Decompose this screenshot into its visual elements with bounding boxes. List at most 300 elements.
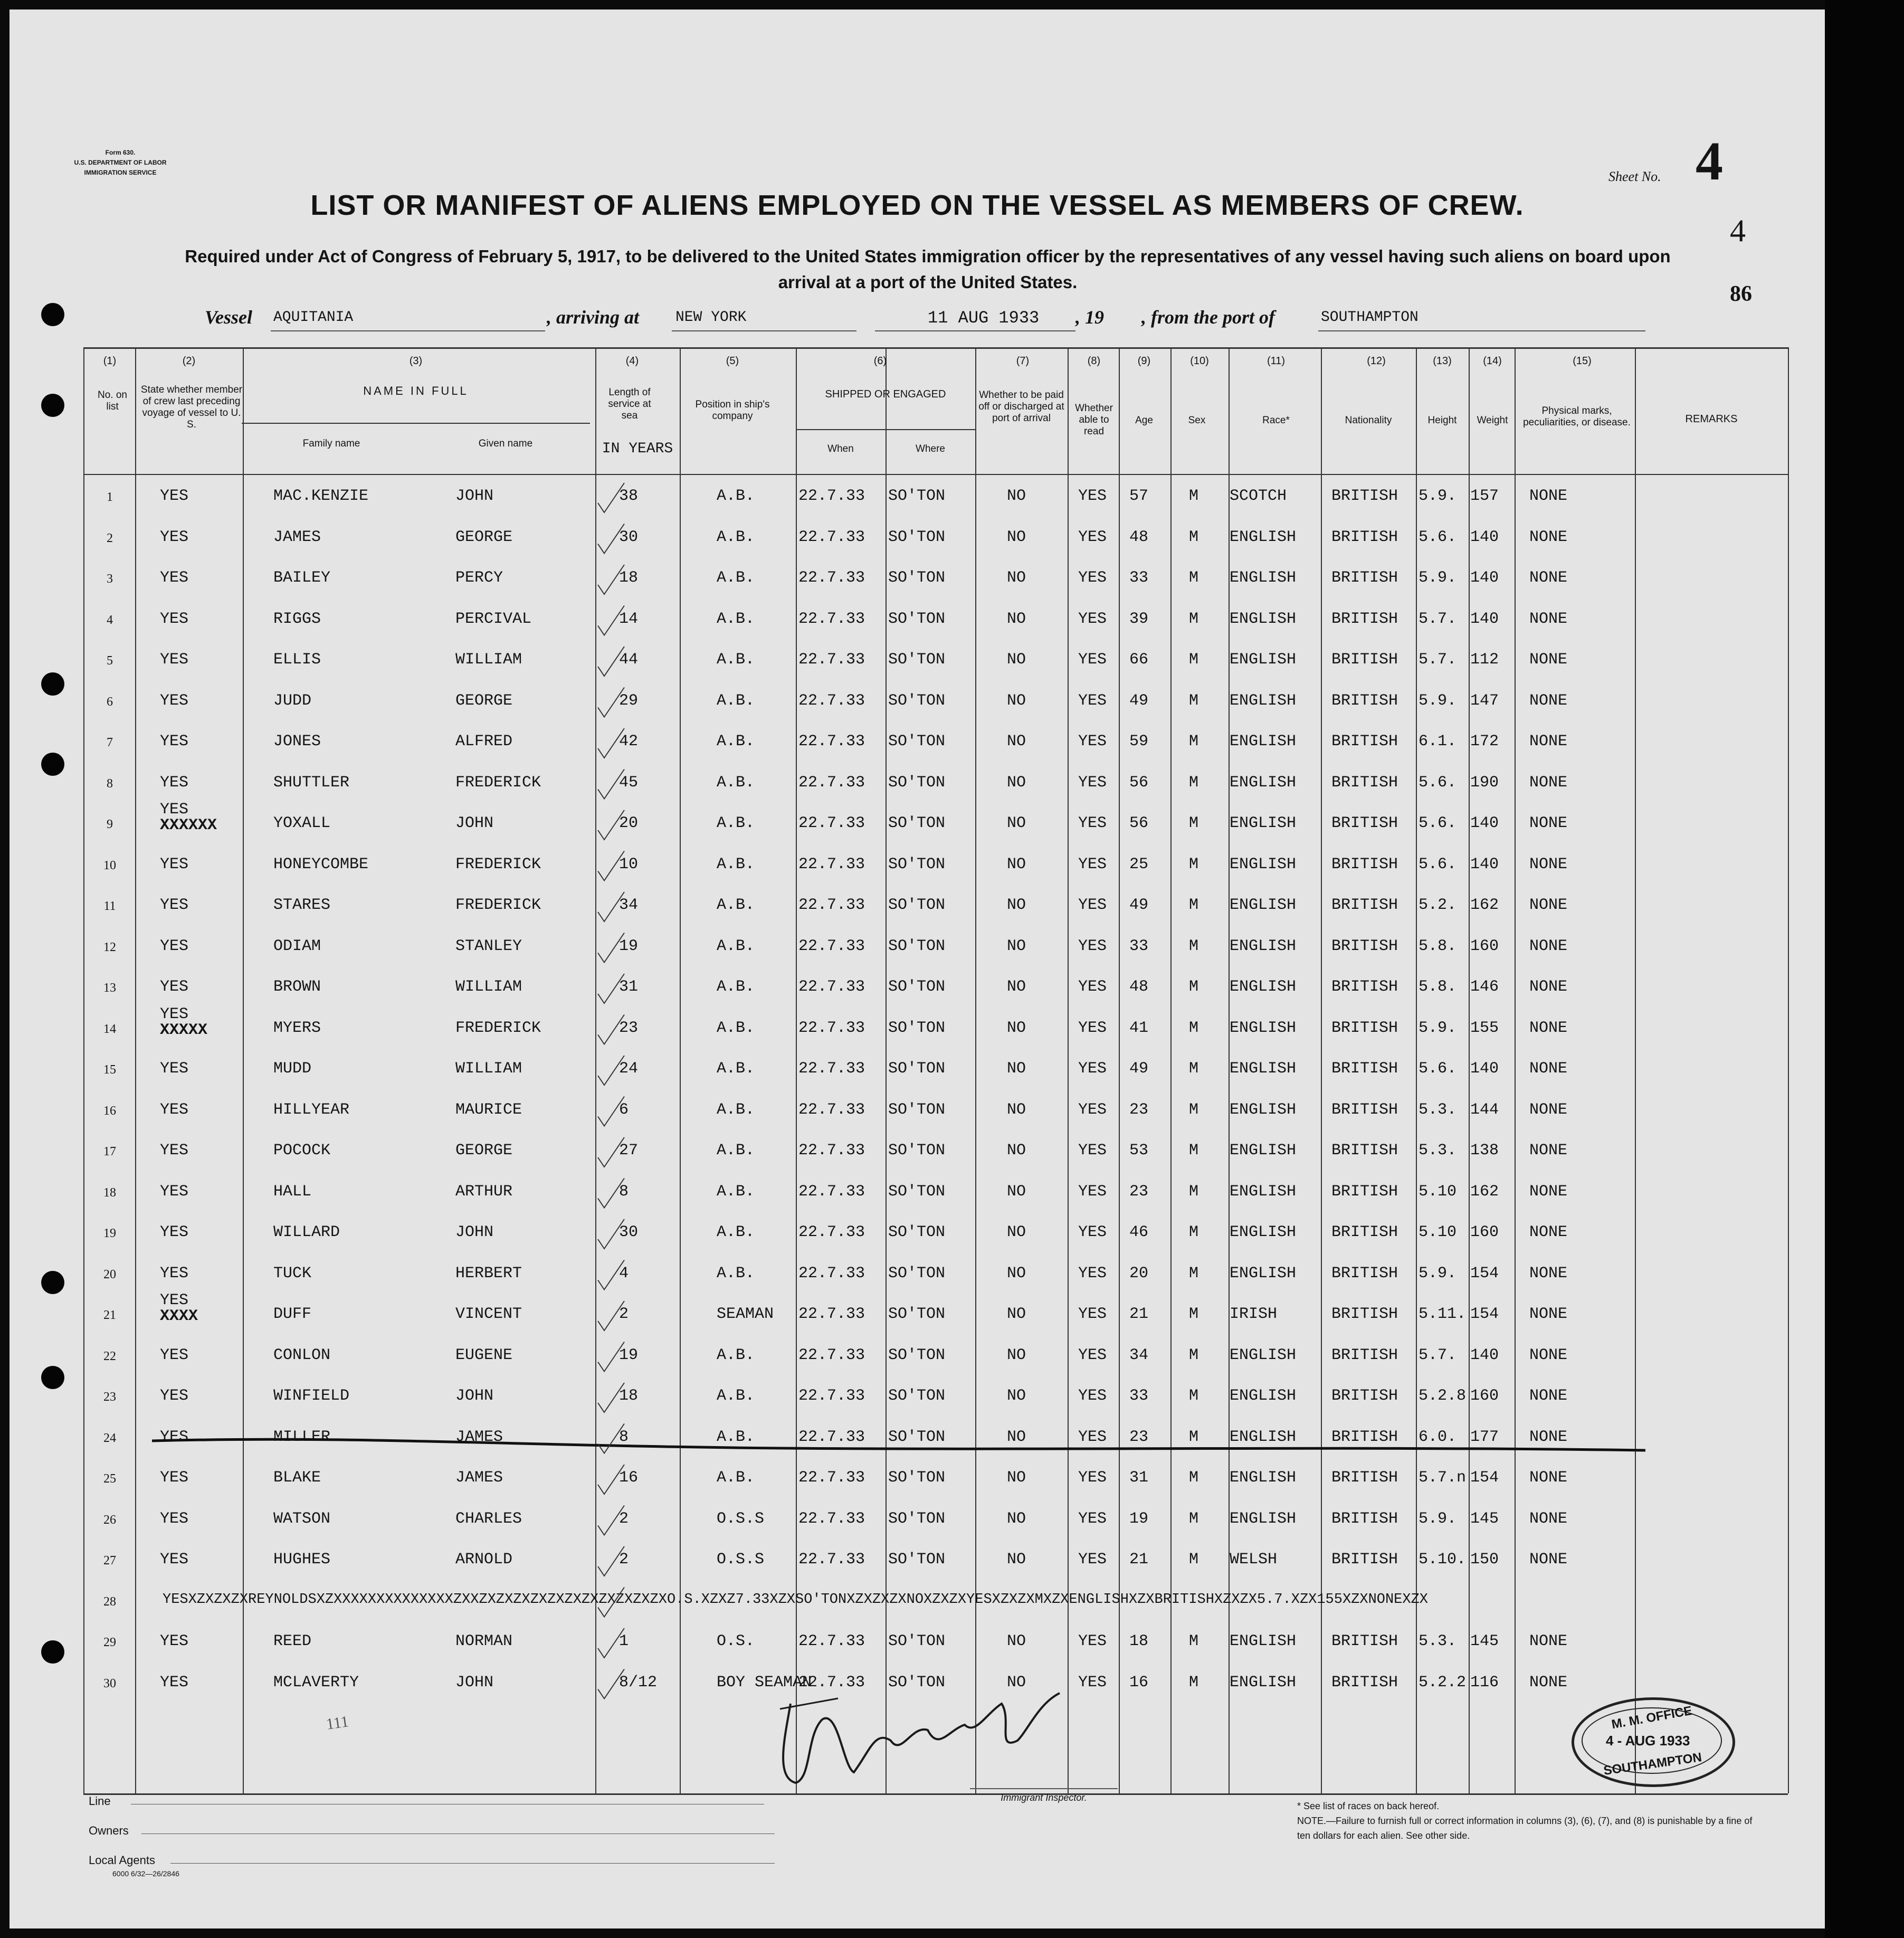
cell-marks: NONE [1529,610,1568,628]
cell-family-name: JONES [273,733,321,750]
cell-years: 2 [619,1305,629,1323]
cell-able-read: YES [1078,1387,1107,1405]
colnum-13: (13) [1433,355,1452,367]
cell-years: 42 [619,733,639,750]
check-mark [598,810,624,840]
cell-position: A.B. [717,773,755,792]
table-top-border [83,347,1788,349]
cell-where: SO'TON [888,1387,946,1405]
cell-when: 22.7.33 [798,1060,865,1078]
cell-given-name: JOHN [455,1223,494,1241]
cell-weight: 146 [1470,978,1499,996]
cell-weight: 160 [1470,1223,1499,1241]
cell-where: SO'TON [888,651,946,669]
cell-where: SO'TON [888,773,946,792]
cell-race: ENGLISH [1230,1142,1297,1160]
cell-years: 29 [619,691,639,710]
cell-weight: 140 [1470,569,1499,587]
cell-family-name: ELLIS [273,651,321,669]
cell-where: SO'TON [888,487,946,505]
check-mark [598,770,624,799]
cell-position: A.B. [717,691,755,710]
cell-weight: 140 [1470,528,1499,546]
from-label: , from the port of [1141,307,1275,328]
cell-given-name: GEORGE [455,528,513,546]
sheet-number: 4 [1696,131,1723,192]
cell-able-read: YES [1078,773,1107,792]
header-race: Race* [1262,415,1290,426]
cell-member: YES [160,1182,189,1201]
cell-where: SO'TON [888,1551,946,1569]
column-divider [796,347,797,1793]
cell-when: 22.7.33 [798,814,865,832]
cell-given-name: FREDERICK [455,855,541,873]
cell-age: 48 [1129,528,1149,546]
column-divider [886,347,887,1793]
row-number: 19 [103,1227,116,1240]
cell-years: 6 [619,1100,629,1119]
cell-sex: M [1189,733,1199,750]
cell-able-read: YES [1078,487,1107,505]
cell-age: 49 [1129,896,1149,914]
row-number: 2 [107,531,113,545]
cell-sex: M [1189,1346,1199,1364]
cell-age: 20 [1129,1264,1149,1282]
cell-age: 41 [1129,1019,1149,1037]
cell-member: YES [160,1632,189,1650]
cell-weight: 177 [1470,1428,1499,1446]
cell-when: 22.7.33 [798,1509,865,1528]
cell-position: A.B. [717,978,755,996]
local-agents-label: Local Agents [89,1854,155,1867]
from-value: SOUTHAMPTON [1321,309,1419,326]
cell-marks: NONE [1529,691,1568,710]
cell-marks: NONE [1529,1019,1568,1037]
header-nationality: Nationality [1345,415,1392,426]
cell-able-read: YES [1078,1019,1107,1037]
cell-family-name: BROWN [273,978,321,996]
cell-weight: 157 [1470,487,1499,505]
cell-family-name: REED [273,1632,312,1650]
cell-paid-off: NO [1007,569,1026,587]
cell-member: YES [160,1673,189,1692]
cell-age: 31 [1129,1469,1149,1487]
cell-able-read: YES [1078,569,1107,587]
cell-able-read: YES [1078,691,1107,710]
cell-position: A.B. [717,1019,755,1037]
cell-paid-off: NO [1007,487,1026,505]
cell-where: SO'TON [888,1182,946,1201]
cell-when: 22.7.33 [798,1387,865,1405]
row-number: 12 [103,940,116,954]
cell-sex: M [1189,1223,1199,1241]
cell-nationality: BRITISH [1331,733,1398,750]
row-number: 14 [103,1022,116,1036]
cell-marks: NONE [1529,651,1568,669]
service-name: IMMIGRATION SERVICE [84,169,157,176]
cell-paid-off: NO [1007,1673,1026,1692]
column-divider [1469,347,1470,1793]
cell-sex: M [1189,814,1199,832]
cell-when: 22.7.33 [798,569,865,587]
row-number: 11 [103,899,116,913]
cell-member: YES [160,569,189,587]
cell-position: A.B. [717,814,755,832]
cell-where: SO'TON [888,610,946,628]
cell-marks: NONE [1529,1346,1568,1364]
cell-paid-off: NO [1007,1019,1026,1037]
cell-years: 18 [619,569,639,587]
punch-hole [41,672,64,696]
check-mark [598,1219,624,1249]
cell-years: 23 [619,1019,639,1037]
cell-member: YES [160,1100,189,1119]
cell-where: SO'TON [888,1346,946,1364]
cell-able-read: YES [1078,937,1107,955]
cell-race: ENGLISH [1230,1428,1297,1446]
cell-race: ENGLISH [1230,691,1297,710]
cell-where: SO'TON [888,528,946,546]
cell-weight: 162 [1470,1182,1499,1201]
cell-nationality: BRITISH [1331,487,1398,505]
cell-position: A.B. [717,610,755,628]
cell-paid-off: NO [1007,651,1026,669]
cell-height: 5.9. [1419,569,1457,587]
cell-height: 5.9. [1419,1019,1457,1037]
header-position: Position in ship's company [695,399,770,422]
cell-family-name: JUDD [273,691,312,710]
cell-race: ENGLISH [1230,1387,1297,1405]
cell-when: 22.7.33 [798,1469,865,1487]
cell-weight: 144 [1470,1100,1499,1119]
cell-position: A.B. [717,733,755,750]
column-divider [1119,347,1120,1793]
cell-weight: 147 [1470,691,1499,710]
cell-height: 5.8. [1419,978,1457,996]
cell-race: ENGLISH [1230,978,1297,996]
colnum-7: (7) [1016,355,1030,367]
cell-able-read: YES [1078,1223,1107,1241]
cell-years: 2 [619,1509,629,1528]
check-mark [598,1301,624,1331]
check-mark [598,524,624,554]
cell-marks: NONE [1529,1387,1568,1405]
cell-years: 14 [619,610,639,628]
row-number: 23 [103,1390,116,1404]
cell-sex: M [1189,855,1199,873]
column-divider [243,347,244,1793]
cell-nationality: BRITISH [1331,1100,1398,1119]
cell-sex: M [1189,1264,1199,1282]
cell-family-name: JAMES [273,528,321,546]
cell-height: 5.2.2 [1419,1673,1467,1692]
vessel-value: AQUITANIA [273,309,354,326]
cell-paid-off: NO [1007,1305,1026,1323]
cell-member: YES [160,1428,189,1446]
cell-paid-off: NO [1007,1551,1026,1569]
arriving-value: NEW YORK [675,309,747,326]
cell-where: SO'TON [888,1469,946,1487]
arriving-label: , arriving at [547,307,640,328]
cell-position: A.B. [717,528,755,546]
cell-race: ENGLISH [1230,896,1297,914]
cell-family-name: BAILEY [273,569,331,587]
cell-nationality: BRITISH [1331,528,1398,546]
check-mark [598,1628,624,1658]
cell-family-name: POCOCK [273,1142,331,1160]
cell-years: 45 [619,773,639,792]
cell-able-read: YES [1078,1060,1107,1078]
cell-race: ENGLISH [1230,1469,1297,1487]
cell-position: A.B. [717,937,755,955]
column-divider [1321,347,1322,1793]
row-number: 24 [103,1431,116,1445]
row-number: 18 [103,1185,116,1200]
cell-race: ENGLISH [1230,1060,1297,1078]
header-physical: Physical marks, peculiarities, or disease. [1523,405,1631,428]
cell-member: YES [160,528,189,546]
cell-race: ENGLISH [1230,569,1297,587]
column-divider [135,347,136,1793]
cell-age: 33 [1129,937,1149,955]
cell-years: 19 [619,1346,639,1364]
cell-able-read: YES [1078,1264,1107,1282]
cell-family-name: RIGGS [273,610,321,628]
cell-given-name: JOHN [455,1387,494,1405]
cell-position: A.B. [717,1346,755,1364]
header-no-on-list: No. on list [98,390,127,412]
cell-race: ENGLISH [1230,1346,1297,1364]
cell-sex: M [1189,1305,1199,1323]
cell-age: 66 [1129,651,1149,669]
cell-when: 22.7.33 [798,610,865,628]
cell-age: 46 [1129,1223,1149,1241]
cell-when: 22.7.33 [798,1428,865,1446]
cell-paid-off: NO [1007,1264,1026,1282]
cell-when: 22.7.33 [798,937,865,955]
cell-family-name: BLAKE [273,1469,321,1487]
cell-age: 48 [1129,978,1149,996]
row-number: 15 [103,1063,116,1077]
cell-when: 22.7.33 [798,1264,865,1282]
cell-family-name: HILLYEAR [273,1100,350,1119]
cell-nationality: BRITISH [1331,1509,1398,1528]
cell-where: SO'TON [888,937,946,955]
cell-when: 22.7.33 [798,1346,865,1364]
cell-nationality: BRITISH [1331,1142,1398,1160]
cell-height: 5.9. [1419,487,1457,505]
cell-where: SO'TON [888,1428,946,1446]
cell-given-name: ARNOLD [455,1551,513,1569]
cell-marks: NONE [1529,1060,1568,1078]
cell-race: ENGLISH [1230,1673,1297,1692]
cell-race: ENGLISH [1230,528,1297,546]
cell-weight: 145 [1470,1632,1499,1650]
cell-nationality: BRITISH [1331,1019,1398,1037]
cell-paid-off: NO [1007,773,1026,792]
cell-paid-off: NO [1007,1060,1026,1078]
cell-when: 22.7.33 [798,1100,865,1119]
cell-member: YES [160,1142,189,1160]
cell-height: 5.10 [1419,1223,1457,1241]
cell-years: 2 [619,1551,629,1569]
cell-member: YES [160,801,189,819]
cell-marks: NONE [1529,528,1568,546]
cell-height: 5.8. [1419,937,1457,955]
cell-given-name: PERCY [455,569,503,587]
cell-weight: 140 [1470,855,1499,873]
cell-sex: M [1189,651,1199,669]
cell-sex: M [1189,896,1199,914]
cell-given-name: JOHN [455,1673,494,1692]
cell-family-name: MCLAVERTY [273,1673,359,1692]
cell-family-name: ODIAM [273,937,321,955]
cell-sex: M [1189,1428,1199,1446]
cell-able-read: YES [1078,896,1107,914]
cell-where: SO'TON [888,855,946,873]
cell-weight: 112 [1470,651,1499,669]
cell-where: SO'TON [888,1142,946,1160]
cell-age: 53 [1129,1142,1149,1160]
cell-where: SO'TON [888,1264,946,1282]
colnum-1: (1) [103,355,117,367]
row-number: 9 [107,818,113,831]
cell-family-name: WATSON [273,1509,331,1528]
cell-marks: NONE [1529,1469,1568,1487]
cell-member-overstrike: XXXXX [160,1021,208,1039]
cell-where: SO'TON [888,1509,946,1528]
column-divider [1515,347,1516,1793]
header-paid-off: Whether to be paid off or discharged at port of arrival [978,390,1064,424]
cell-sex: M [1189,1551,1199,1569]
cell-sex: M [1189,978,1199,996]
cell-weight: 116 [1470,1673,1499,1692]
document-title: LIST OR MANIFEST OF ALIENS EMPLOYED ON THE VESSEL AS MEMBERS OF CREW. [310,189,1524,221]
stamp-top: M. M. OFFICE [1610,1703,1693,1732]
cell-given-name: WILLIAM [455,978,522,996]
cell-given-name: ARTHUR [455,1182,513,1201]
cell-member: YES [160,1291,189,1309]
colnum-9: (9) [1137,355,1151,367]
cell-member: YES [160,1060,189,1078]
row-number: 27 [103,1554,116,1568]
stamp-date: 4 - AUG 1933 [1606,1733,1690,1749]
cell-race: ENGLISH [1230,1223,1297,1241]
cell-paid-off: NO [1007,610,1026,628]
cell-height: 5.2. [1419,896,1457,914]
row-number: 4 [107,613,113,627]
cell-race: WELSH [1230,1551,1278,1569]
cell-years: 19 [619,937,639,955]
check-mark [598,974,624,1003]
department-name: U.S. DEPARTMENT OF LABOR [74,159,167,166]
cell-position: A.B. [717,1428,755,1446]
cell-given-name: CHARLES [455,1509,522,1528]
cell-height: 5.9. [1419,1509,1457,1528]
check-mark [598,1137,624,1167]
cell-given-name: FREDERICK [455,896,541,914]
cell-able-read: YES [1078,1305,1107,1323]
header-age: Age [1135,415,1153,426]
header-in-years: IN YEARS [602,441,673,457]
cell-family-name: MYERS [273,1019,321,1037]
cell-position: A.B. [717,569,755,587]
cell-nationality: BRITISH [1331,1469,1398,1487]
cell-family-name: WILLARD [273,1223,340,1241]
row-number: 8 [107,776,113,791]
cell-marks: NONE [1529,1551,1568,1569]
cell-when: 22.7.33 [798,651,865,669]
sheet-label: Sheet No. [1608,169,1661,184]
cell-member: YES [160,1223,189,1241]
cell-weight: 140 [1470,1060,1499,1078]
cell-given-name: PERCIVAL [455,610,532,628]
cell-sex: M [1189,487,1199,505]
colnum-4: (4) [625,355,639,367]
cell-position: A.B. [717,1182,755,1201]
cell-nationality: BRITISH [1331,1673,1398,1692]
cell-able-read: YES [1078,1509,1107,1528]
cell-race: ENGLISH [1230,1264,1297,1282]
cell-age: 49 [1129,1060,1149,1078]
cell-member: YES [160,1469,189,1487]
punch-hole [41,753,64,776]
header-shipped: SHIPPED OR ENGAGED [825,388,946,400]
cell-race: ENGLISH [1230,1509,1297,1528]
cell-given-name: HERBERT [455,1264,522,1282]
row-number: 29 [103,1636,116,1649]
cell-paid-off: NO [1007,937,1026,955]
cell-paid-off: NO [1007,1632,1026,1650]
cell-able-read: YES [1078,855,1107,873]
cell-able-read: YES [1078,651,1107,669]
cell-paid-off: NO [1007,855,1026,873]
cell-member: YES [160,937,189,955]
header-given-name: Given name [478,438,533,449]
cell-nationality: BRITISH [1331,1387,1398,1405]
cell-paid-off: NO [1007,896,1026,914]
cell-position: BOY SEAMAN [717,1673,812,1692]
cell-weight: 190 [1470,773,1499,792]
cell-position: O.S.S [717,1509,765,1528]
cell-member-overstrike: XXXX [160,1307,198,1325]
cell-family-name: YOXALL [273,814,331,832]
cell-years: 8 [619,1182,629,1201]
line-label: Line [89,1794,111,1808]
cell-years: 31 [619,978,639,996]
cell-able-read: YES [1078,1469,1107,1487]
cell-given-name: FREDERICK [455,1019,541,1037]
cell-sex: M [1189,691,1199,710]
cell-able-read: YES [1078,1551,1107,1569]
cell-height: 5.3. [1419,1100,1457,1119]
row-number: 30 [103,1676,116,1690]
cell-height: 5.2.8 [1419,1387,1467,1405]
check-mark [598,1015,624,1044]
form-header [68,148,173,178]
cell-member: YES [160,978,189,996]
cell-family-name: MILLER [273,1428,331,1446]
column-divider [1635,347,1636,1793]
cell-member: YES [160,1509,189,1528]
cell-family-name: SHUTTLER [273,773,350,792]
cell-able-read: YES [1078,1182,1107,1201]
cell-height: 5.7. [1419,651,1457,669]
cell-age: 33 [1129,1387,1149,1405]
punch-hole [41,394,64,417]
cell-paid-off: NO [1007,1182,1026,1201]
name-sub-border [242,423,590,424]
